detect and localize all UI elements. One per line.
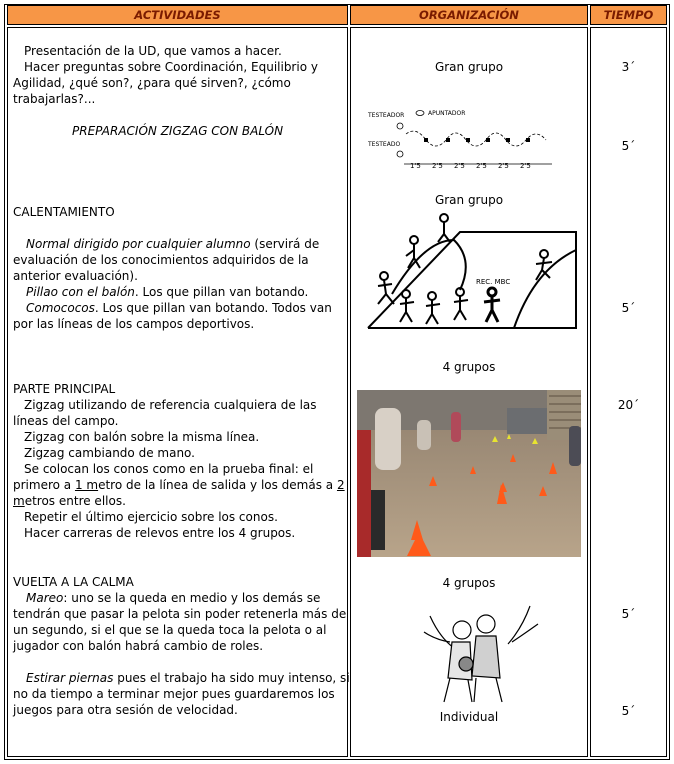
org-label: 4 grupos: [442, 360, 496, 374]
main-line: Repetir el último ejercicio sobre los conos.: [24, 510, 278, 524]
time-value: 5´: [621, 607, 636, 621]
field-curve: [392, 240, 466, 294]
warmup-title: CALENTAMIENTO: [13, 205, 115, 219]
warmup-line: evaluación de los conocimientos adquiridos de la: [13, 253, 309, 267]
arm-line: [508, 606, 530, 644]
main-line: Zigzag cambiando de mano.: [24, 446, 195, 460]
cooldown-line: juegos para otra sesión de velocidad.: [13, 703, 238, 717]
warmup-line: anterior evaluación).: [13, 269, 138, 283]
leg-line: [496, 678, 502, 702]
prep-title: PREPARACIÓN ZIGZAG CON BALÓN: [72, 124, 284, 138]
cone-markers: [424, 138, 530, 142]
header-time: TIEMPO: [590, 5, 667, 25]
zigzag-diagram: [362, 104, 562, 176]
diagram-label-testeado: TESTEADO: [368, 141, 401, 148]
intro-line: Agilidad, ¿qué son?, ¿para qué sirven?, ¿cómo: [13, 76, 291, 90]
intro-line: Presentación de la UD, que vamos a hacer.: [24, 44, 282, 58]
player: [375, 408, 401, 470]
leg-line: [474, 678, 476, 702]
svg-text:2'5: 2'5: [432, 162, 443, 170]
arm-line: [430, 616, 454, 648]
time-column: [590, 27, 667, 757]
apuntador-icon: [416, 111, 424, 116]
field-sketch-illustration: [364, 210, 580, 334]
svg-text:2'5: 2'5: [476, 162, 487, 170]
testeado-icon: [397, 151, 403, 157]
svg-text:1'5: 1'5: [410, 162, 421, 170]
main-line: Hacer carreras de relevos entre los 4 grupos.: [24, 526, 296, 540]
org-label: Gran grupo: [434, 193, 504, 207]
warmup-line: Comococos. Los que pillan van botando. Todos van: [26, 301, 332, 315]
org-label: 4 grupos: [442, 576, 496, 590]
time-value: 5´: [621, 704, 636, 718]
main-line: primero a 1 metro de la línea de salida y los demás a 2: [13, 478, 345, 492]
warmup-line: Normal dirigido por cualquier alumno (servirá de: [26, 237, 320, 251]
cooldown-line: un segundo, si el que se la queda toca la pelota o al: [13, 623, 327, 637]
warmup-line: Pillao con el balón. Los que pillan van botando.: [26, 285, 309, 299]
gym-cones-photo: [357, 390, 581, 557]
cooldown-line: Mareo: uno se la queda en medio y los demás se: [26, 591, 321, 605]
gym-door: [507, 408, 547, 434]
header-activities: ACTIVIDADES: [7, 5, 348, 25]
player: [569, 426, 581, 466]
cooldown-line: Estirar piernas pues el trabajo ha sido muy intenso, si: [26, 671, 350, 685]
testeador-icon: [397, 123, 403, 129]
svg-text:2'5: 2'5: [520, 162, 531, 170]
main-line: líneas del campo.: [13, 414, 119, 428]
cooldown-title: VUELTA A LA CALMA: [13, 575, 134, 589]
leg-line: [444, 678, 450, 702]
field-outline: [368, 232, 576, 328]
time-value: 5´: [621, 301, 636, 315]
ball-icon: [459, 657, 473, 671]
head-outline: [477, 615, 495, 633]
org-label: Individual: [439, 710, 499, 724]
time-value: 5´: [621, 139, 636, 153]
diagram-label-apuntador: APUNTADOR: [428, 110, 466, 117]
svg-text:2'5: 2'5: [454, 162, 465, 170]
org-label: Gran grupo: [434, 60, 504, 74]
group-figures-illustration: [420, 598, 544, 706]
header-organization: ORGANIZACIÓN: [350, 5, 588, 25]
main-line: metros entre ellos.: [13, 494, 126, 508]
main-line: Se colocan los conos como en la prueba final: el: [24, 462, 314, 476]
leg-line: [468, 680, 472, 702]
time-value: 3´: [621, 60, 636, 74]
cooldown-line: tendrán que pasar la pelota sin poder retenerla más de: [13, 607, 347, 621]
diagram-label-testeador: TESTEADOR: [368, 112, 405, 119]
player: [371, 490, 385, 550]
warmup-line: por las líneas de los campos deportivos.: [13, 317, 255, 331]
bold-stick-figure: [484, 288, 500, 322]
field-curve: [514, 250, 576, 328]
svg-text:2'5: 2'5: [498, 162, 509, 170]
cooldown-line: jugador con balón habrá cambio de roles.: [13, 639, 264, 653]
intro-line: trabajarlas?...: [13, 92, 96, 106]
player: [417, 420, 431, 450]
sketch-label: REC. MBC: [476, 278, 511, 286]
cooldown-line: no da tiempo a terminar mejor pues guardaremos los: [13, 687, 335, 701]
player: [357, 430, 371, 557]
body-outline: [472, 636, 500, 678]
main-line: Zigzag utilizando de referencia cualquiera de las: [24, 398, 317, 412]
intro-line: Hacer preguntas sobre Coordinación, Equilibrio y: [24, 60, 318, 74]
main-title: PARTE PRINCIPAL: [13, 382, 116, 396]
main-line: Zigzag con balón sobre la misma línea.: [24, 430, 260, 444]
head-outline: [453, 621, 471, 639]
distance-labels: [410, 162, 531, 170]
time-value: 20´: [617, 398, 640, 412]
player: [451, 412, 461, 442]
